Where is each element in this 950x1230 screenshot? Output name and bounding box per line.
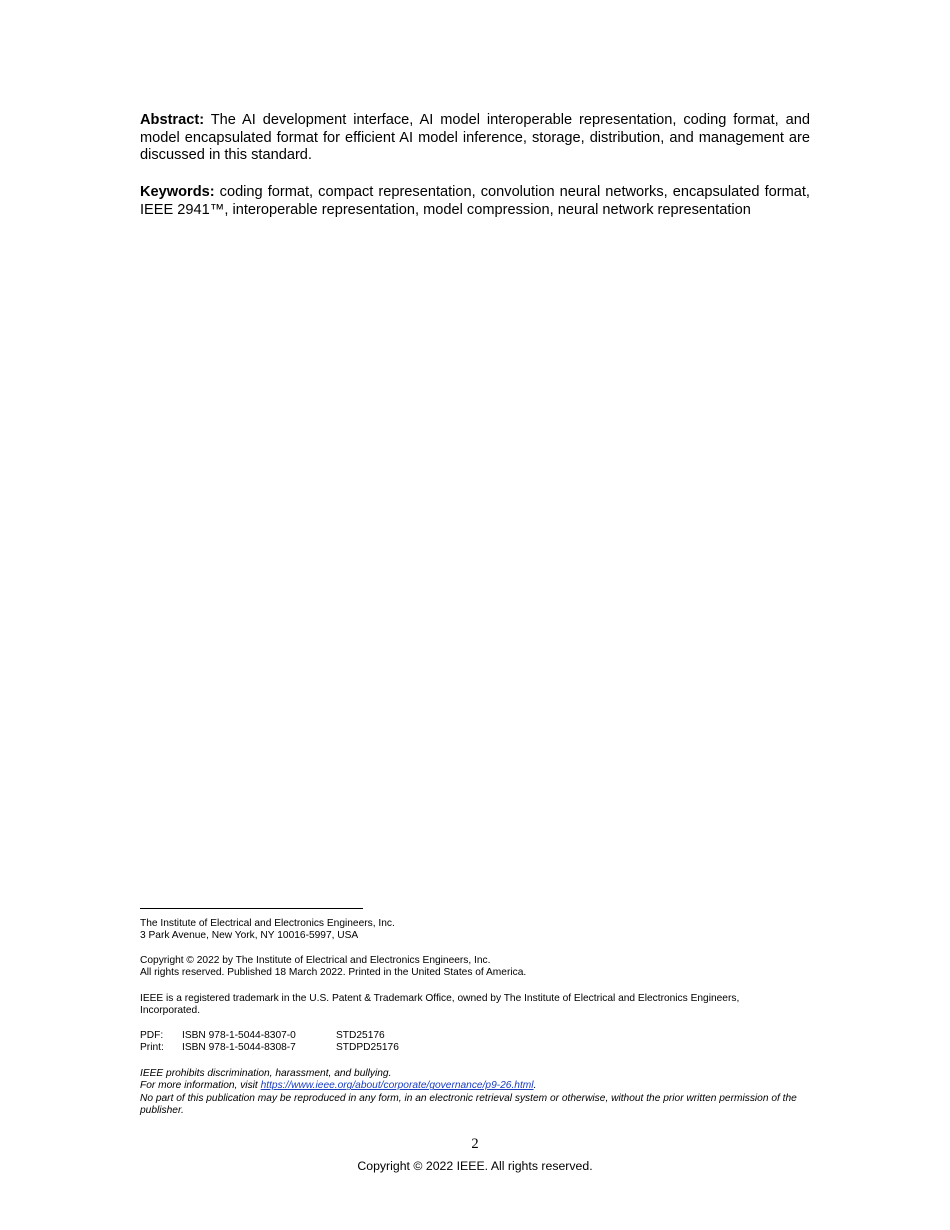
keywords-label: Keywords: [140,184,215,200]
publisher-block [140,918,820,943]
isbn-number: ISBN 978-1-5044-8307-0 [182,1030,296,1041]
footnote-divider [140,908,363,909]
abstract-paragraph [140,112,810,165]
isbn-code: STDPD25176 [336,1042,399,1054]
governance-link[interactable]: https://www.ieee.org/about/corporate/governance/p9-26.html [260,1080,534,1092]
isbn-code: STD25176 [336,1030,385,1041]
info-prefix: For more information, visit [140,1080,261,1092]
page-copyright: Copyright © 2022 IEEE. All rights reserved. [357,1159,593,1173]
info-line [140,1080,820,1092]
isbn-format: PDF: [140,1030,164,1041]
isbn-format: Print: [140,1042,164,1054]
publisher-name: The Institute of Electrical and Electronics Engineers, Inc. [140,918,395,929]
info-suffix: . [533,1080,537,1092]
isbn-number: ISBN 978-1-5044-8308-7 [182,1042,296,1054]
copyright-line: Copyright © 2022 by The Institute of Electrical and Electronics Engineers, Inc. [140,955,491,966]
rights-line: All rights reserved. Published 18 March 2022. Printed in the United States of America. [140,967,527,979]
publisher-address: 3 Park Avenue, New York, NY 10016-5997, USA [140,930,359,942]
abstract-text: The AI development interface, AI model interoperable representation, coding format, and model encapsulated format for efficient AI model inference, storage, distribution, and management are discussed in this standard. [140,112,810,164]
isbn-row-print [140,1042,820,1054]
page-number: 2 [471,1136,479,1152]
trademark-notice: IEEE is a registered trademark in the U.S. Patent & Trademark Office, owned by The Institute of Electrical and Electronics Engineers, Incorporated. [140,993,740,1017]
isbn-block [140,1030,820,1055]
keywords-paragraph [140,184,810,219]
policy-line: IEEE prohibits discrimination, harassment, and bullying. [140,1068,392,1079]
isbn-row-pdf [140,1030,820,1042]
keywords-text: coding format, compact representation, convolution neural networks, encapsulated format, IEEE 2941™, interoperable representation, model compression, neural network representation [140,184,810,218]
abstract-label: Abstract: [140,112,205,128]
legal-block [140,1068,820,1117]
copyright-block [140,955,820,980]
reproduction-notice: No part of this publication may be reproduced in any form, in an electronic retrieval system or otherwise, without the prior written permission of the publisher. [140,1092,797,1116]
